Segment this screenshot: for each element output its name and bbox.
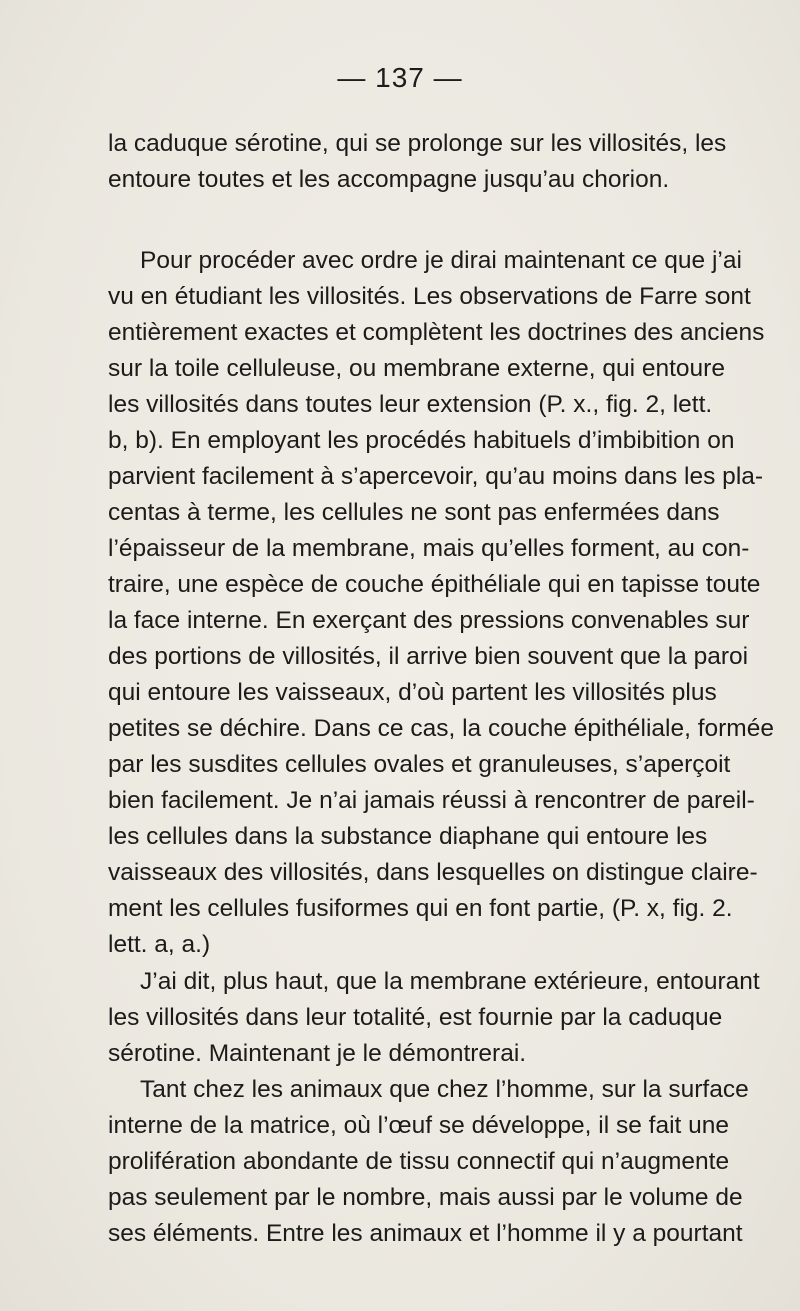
text-line-23: J’ai dit, plus haut, que la membrane extérieure, entourant — [140, 968, 760, 995]
text-line-1: la caduque sérotine, qui se prolonge sur les villosités, les — [108, 130, 727, 157]
text-line-9: parvient facilement à s’apercevoir, qu’au moins dans les pla- — [108, 463, 764, 490]
text-line-29: pas seulement par le nombre, mais aussi par le volume de — [108, 1184, 743, 1211]
text-line-27: interne de la matrice, où l’œuf se développe, il se fait une — [108, 1112, 730, 1139]
text-line-16: petites se déchire. Dans ce cas, la couche épithéliale, formée — [108, 715, 774, 742]
text-line-8: b, b). En employant les procédés habituels d’imbibition on — [108, 427, 735, 454]
text-line-10: centas à terme, les cellules ne sont pas enfermées dans — [108, 499, 720, 526]
text-line-12: traire, une espèce de couche épithéliale qui en tapisse toute — [108, 571, 761, 598]
text-line-18: bien facilement. Je n’ai jamais réussi à rencontrer de pareil- — [108, 787, 755, 814]
text-line-6: sur la toile celluleuse, ou membrane externe, qui entoure — [108, 355, 725, 382]
text-line-30: ses éléments. Entre les animaux et l’homme il y a pourtant — [108, 1220, 743, 1247]
text-line-15: qui entoure les vaisseaux, d’où partent les villosités plus — [108, 679, 717, 706]
text-line-4: vu en étudiant les villosités. Les observations de Farre sont — [108, 283, 751, 310]
page-number: — 137 — — [337, 62, 463, 93]
text-line-11: l’épaisseur de la membrane, mais qu’elles forment, au con- — [108, 535, 750, 562]
text-line-17: par les susdites cellules ovales et granuleuses, s’aperçoit — [108, 751, 731, 778]
text-line-19: les cellules dans la substance diaphane qui entoure les — [108, 823, 708, 850]
text-line-14: des portions de villosités, il arrive bien souvent que la paroi — [108, 643, 749, 670]
text-line-5: entièrement exactes et complètent les doctrines des anciens — [108, 319, 765, 346]
text-line-28: prolifération abondante de tissu connectif qui n’augmente — [108, 1148, 730, 1175]
text-line-13: la face interne. En exerçant des pressions convenables sur — [108, 607, 750, 634]
text-line-2: entoure toutes et les accompagne jusqu’au chorion. — [108, 166, 670, 193]
text-line-22: lett. a, a.) — [108, 931, 211, 958]
text-line-25: sérotine. Maintenant je le démontrerai. — [108, 1040, 527, 1067]
text-line-24: les villosités dans leur totalité, est fournie par la caduque — [108, 1004, 723, 1031]
text-line-20: vaisseaux des villosités, dans lesquelles on distingue claire- — [108, 859, 758, 886]
text-line-7: les villosités dans toutes leur extension (P. x., fig. 2, lett. — [108, 391, 713, 418]
text-line-3: Pour procéder avec ordre je dirai maintenant ce que j’ai — [140, 247, 742, 274]
text-line-21: ment les cellules fusiformes qui en font partie, (P. x, fig. 2. — [108, 895, 733, 922]
text-line-26: Tant chez les animaux que chez l’homme, sur la surface — [140, 1076, 749, 1103]
